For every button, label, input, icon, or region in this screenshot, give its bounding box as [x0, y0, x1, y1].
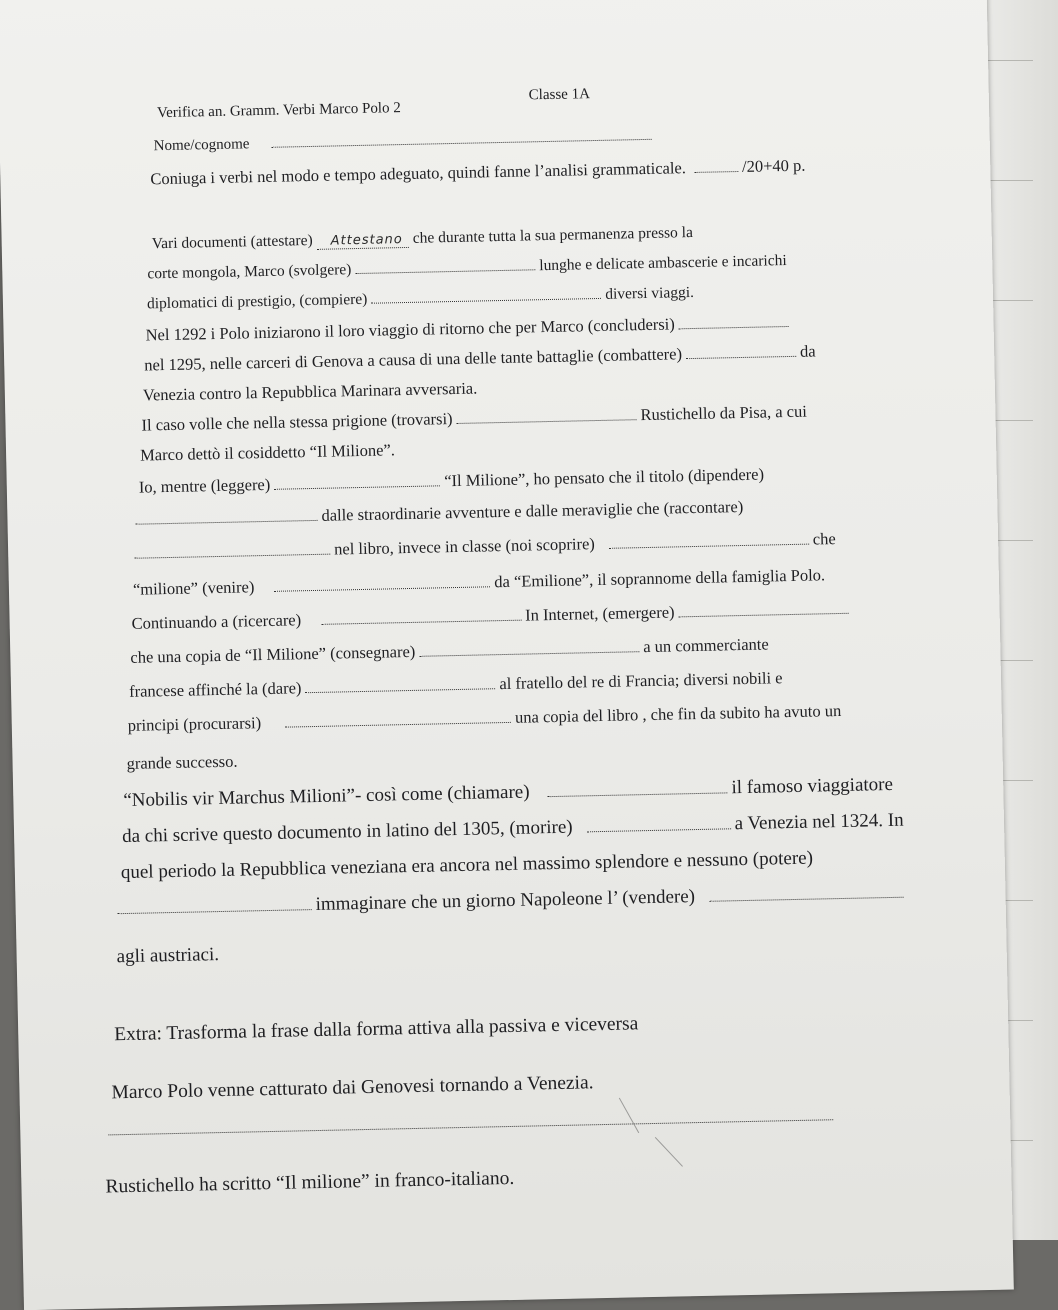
extra-sentence-2: Rustichello ha scritto “Il milione” in franco-italiano.	[105, 1167, 515, 1198]
exercise-line-11[interactable]: nel libro, invece in classe (noi scoprire) che	[134, 529, 836, 564]
exercise-line-4[interactable]: Nel 1292 i Polo iniziarono il loro viaggio di ritorno che per Marco (concludersi)	[145, 312, 793, 346]
exercise-line-5[interactable]: nel 1295, nelle carceri di Genova a causa di una delle tante battaglie (combattere) da	[144, 341, 816, 375]
exercise-line-14[interactable]: che una copia de “Il Milione” (consegnare) a un commerciante	[130, 634, 769, 667]
exercise-line-19[interactable]: da chi scrive questo documento in latino del 1305, (morire) a Venezia nel 1324. In	[121, 809, 904, 848]
exercise-line-13[interactable]: Continuando a (ricercare) In Internet, (emergere)	[131, 599, 852, 634]
score: /20+40 p.	[741, 155, 806, 176]
exercise-line-1: Vari documenti (attestare) Attestano che durante tutta la sua permanenza presso la	[151, 223, 694, 253]
extra-answer-line-1[interactable]	[108, 1105, 837, 1140]
exercise-line-17: grande successo.	[126, 751, 238, 773]
exercise-line-22: agli austriaci.	[116, 944, 220, 968]
class-label: Classe 1A	[528, 86, 591, 104]
exercise-line-12[interactable]: “milione” (venire) da “Emilione”, il soprannome della famiglia Polo.	[132, 565, 826, 599]
exercise-line-18[interactable]: “Nobilis vir Marchus Milioni”- così come (chiamare) il famoso viaggiatore	[123, 773, 894, 812]
exercise-line-20: quel periodo la Repubblica veneziana era ancora nel massimo splendore e nessuno (potere)	[120, 847, 814, 884]
name-field[interactable]: Nome/cognome	[153, 127, 655, 156]
exercise-line-7[interactable]: Il caso volle che nella stessa prigione (trovarsi) Rustichello da Pisa, a cui	[141, 401, 808, 435]
exercise-line-8: Marco dettò il cosiddetto “Il Milione”.	[139, 440, 396, 465]
exercise-line-21[interactable]: immaginare che un giorno Napoleone l’ (vendere)	[117, 882, 907, 921]
extra-title: Extra: Trasforma la frase dalla forma attiva alla passiva e viceversa	[114, 1013, 639, 1046]
handwritten-answer: Attestano	[317, 232, 409, 250]
worksheet-title: Verifica an. Gramm. Verbi Marco Polo 2	[156, 100, 401, 122]
exercise-line-16[interactable]: principi (procurarsi) una copia del libro , che fin da subito ha avuto un	[127, 700, 842, 735]
instructions: Coniuga i verbi nel modo e tempo adeguato, quindi fanne l’analisi grammaticale. /20+40 p.	[150, 155, 806, 189]
exercise-line-10[interactable]: dalle straordinarie avventure e dalle meraviglie che (raccontare)	[135, 497, 743, 530]
extra-sentence-1: Marco Polo venne catturato dai Genovesi tornando a Venezia.	[111, 1072, 594, 1104]
pencil-mark	[655, 1137, 683, 1167]
exercise-line-15[interactable]: francese affinché la (dare) al fratello del re di Francia; diversi nobili e	[128, 668, 783, 701]
exercise-line-6: Venezia contro la Repubblica Marinara avversaria.	[142, 378, 478, 405]
exercise-line-3[interactable]: diplomatici di prestigio, (compiere) diversi viaggi.	[146, 283, 695, 313]
exercise-line-9[interactable]: Io, mentre (leggere) “Il Milione”, ho pensato che il titolo (dipendere)	[138, 464, 765, 497]
exercise-line-2[interactable]: corte mongola, Marco (svolgere) lunghe e delicate ambascerie e incarichi	[147, 252, 787, 283]
